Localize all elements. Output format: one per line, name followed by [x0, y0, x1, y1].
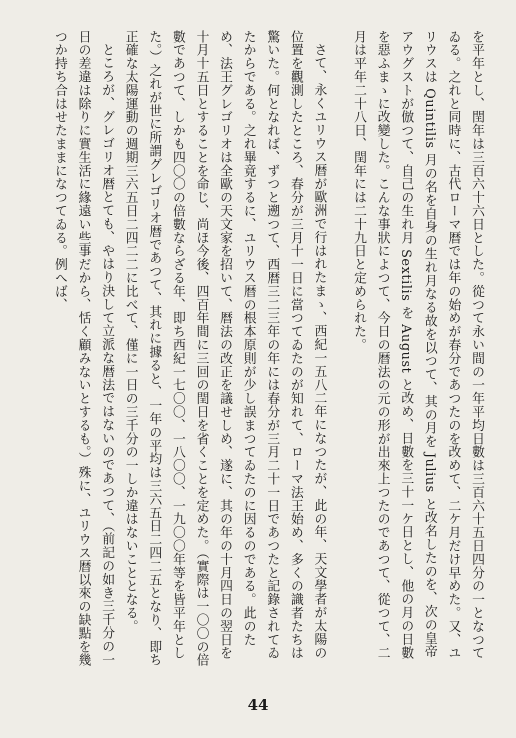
paragraph-3: ところが、グレゴリオ暦とても、やはり決して立派な暦法ではないのであつて、（前記の如き三千分の一日の差違は除りに實生活に緣遠い些事だから、恬く顧みないとするも。）殊に、ユリウス暦以來の缺點を幾つか持ち合はせたままになつてゐる。例へば、 [51, 30, 115, 667]
paragraph-1: を平年とし、閏年は三百六十六日とした。從つて永い間の一年平均日數は三百六十五日四分の一となつてゐる。之れと同時に、古代ローマ暦では年の始めが春分であつたのを改めて、二ケ月だけ早めた。又、ユリウスは Quintilis 月の名を自身の生れ月なる故を以つて、其の月を Julius と改名したのを、次の皇帝アウグストが倣つて、自己の生れ月 Sextilis を August と改め、日數を三十一ケ日とし、他の月の日數を惡ふまゝに改變した。こんな事狀によつて、今日の暦法の元の形が出來上つたのであつて、從つて、二月は平年二十八日、閏年には二十九日と定められた。 [351, 30, 484, 660]
body-text [12, 30, 488, 670]
paragraph-2: さて、永くユリウス暦が歐洲で行はれたまゝ、西紀一五八二年になつたが、此の年、天文學者が太陽の位置を觀測したところ、春分が三月十一日に當つてゐたのが知れて、ローマ法王始め、多くの識者たちは驚いた。何となれば、ずつと遡つて、西暦三二三年の年には春分が三月二十一日であつたと記錄されてゐたからである。之れ畢竟するに、ユリウス暦の根本原則が少し誤まつてゐたのに因るのである。此のため、法王グレゴリオは全歐の天文家を招いて、暦法の改正を議せしめ、遂に、其の年の十月四日の翌日を十月十五日とすることを命じ、尚ほ今後、四百年間に三回の閏日を省くことを定めた。（實際は一〇〇の倍數であつて、しかも四〇〇の倍數ならざる年、即ち西紀一七〇〇、一八〇〇、一九〇〇年等を皆平年とした。）之れが世に所謂グレゴリオ暦であつて、其れに據ると、一年の平均は三六五日二四二五となり、即ち正確な太陽運動の週期三六五日二四二二に比べて、僅に一日の三千分の一しか違はないこととなる。 [122, 30, 327, 667]
page-number: 44 [247, 696, 269, 714]
